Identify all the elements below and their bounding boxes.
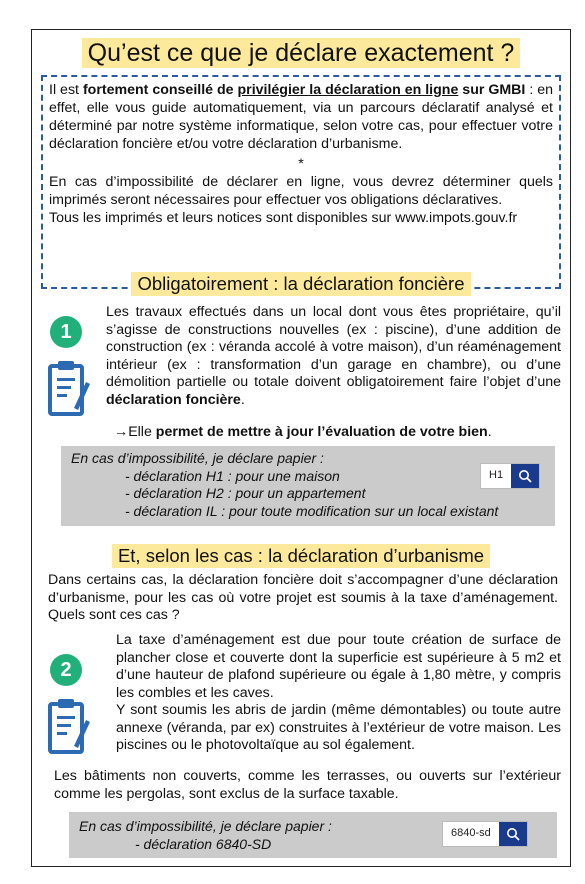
section2-heading: Et, selon les cas : la déclaration d’urbanisme [112,544,490,568]
intro-paragraph-1 [49,81,553,153]
form-search-h1-value[interactable]: H1 [489,469,504,482]
section1-body-end: . [240,391,245,408]
search-icon[interactable] [499,822,527,846]
clipboard-icon [44,358,90,425]
arrow-end: . [487,424,492,440]
section1-arrow-line [114,424,564,442]
arrow-bold: permet de mettre à jour l’évaluation de votre bien [155,424,488,440]
intro-underlined-text: privilégier la déclaration en ligne [237,82,459,98]
page-title: Qu’est ce que je déclare exactement ? [82,38,521,68]
intro-paragraph-3: Tous les imprimés et leurs notices sont disponibles sur www.impots.gouv.fr [49,210,518,226]
intro-rest-text: : en effet, elle vous guide automatiquement, via un parcours déclaratif analysé et déterminé par notre système informatique, selon votre cas, pour effectuer votre déclaration foncière et/ou votre déclaration d’urbanisme. [49,82,554,152]
intro-text: Il est [49,82,83,98]
paper-box-1-intro: En cas d’impossibilité, je déclare papier : [71,450,324,466]
paper-box-1-item-h1: - déclaration H1 : pour une maison [125,467,340,484]
form-search-h1[interactable] [480,463,540,489]
clipboard-icon [44,696,90,763]
intro-bold-gmbi: sur GMBI [458,82,526,98]
section2-para1: La taxe d’aménagement est due pour toute création de surface de plancher close et couverte dont la superficie est supérieure à 5 m2 et d’une hauteur de plafond supérieure ou égale à 1,80 mètre, y compris les combles et les caves. [116,632,561,701]
intro-paragraph-2: En cas d’impossibilité de déclarer en ligne, vous devrez déterminer quels imprimés seront nécessaires pour effectuer vos obligations déclaratives. [49,174,553,208]
step-1-number: 1 [60,320,72,343]
form-search-6840sd[interactable] [442,821,528,847]
section2-para3: Les bâtiments non couverts, comme les terrasses, ou ouverts sur l’extérieur comme les pergolas, sont exclus de la surface taxable. [54,768,561,802]
section1-heading: Obligatoirement : la déclaration foncière [131,272,470,296]
search-icon[interactable] [511,464,539,488]
paper-box-2-item: - déclaration 6840-SD [135,835,272,852]
intro-box [41,75,561,289]
step-2-number: 2 [60,658,72,681]
section1-body-text: Les travaux effectués dans un local dont vous êtes propriétaire, qu’il s’agisse de constructions nouvelles (ex : piscine), d’une addition de construction (ex : véranda accolé à votre maison), d’un réaménagement intérieur (ex : transformation d’un garage en chambre), ou d’une démolition partielle ou totale doivent obligatoirement faire l’objet d’une [106,304,561,390]
paper-box-1 [61,446,555,526]
section1-body-bold: déclaration foncière [106,391,241,408]
document-page [31,29,571,867]
section2-lead: Dans certains cas, la déclaration foncière doit s’accompagner d’une déclaration d’urbanisme, pour les cas où votre projet est soumis à la taxe d’aménagement. Quels sont ces cas ? [48,572,558,623]
paper-box-1-item-h2: - déclaration H2 : pour un appartement [125,485,366,501]
section1-heading-wrap [32,272,570,296]
section2-heading-wrap [32,544,570,568]
intro-bold-text: fortement conseillé de [82,82,238,98]
paper-box-1-item-il: - déclaration IL : pour toute modification sur un local existant [125,502,499,519]
paper-box-2 [69,812,557,858]
paper-box-2-intro: En cas d’impossibilité, je déclare papier : [79,818,332,834]
page-title-wrap [32,38,570,68]
form-search-6840sd-value[interactable]: 6840-sd [451,827,491,840]
section1-body [106,304,561,409]
section2-para2: Y sont soumis les abris de jardin (même démontables) ou toute autre annexe (véranda, par ex) construites à l’extérieur de votre maison. Les piscines ou le photovoltaïque au sol également. [116,702,561,753]
step-1-badge [50,316,82,348]
step-2-badge [50,654,82,686]
arrow-prefix: →Elle [114,424,156,440]
intro-star: * [298,156,304,172]
